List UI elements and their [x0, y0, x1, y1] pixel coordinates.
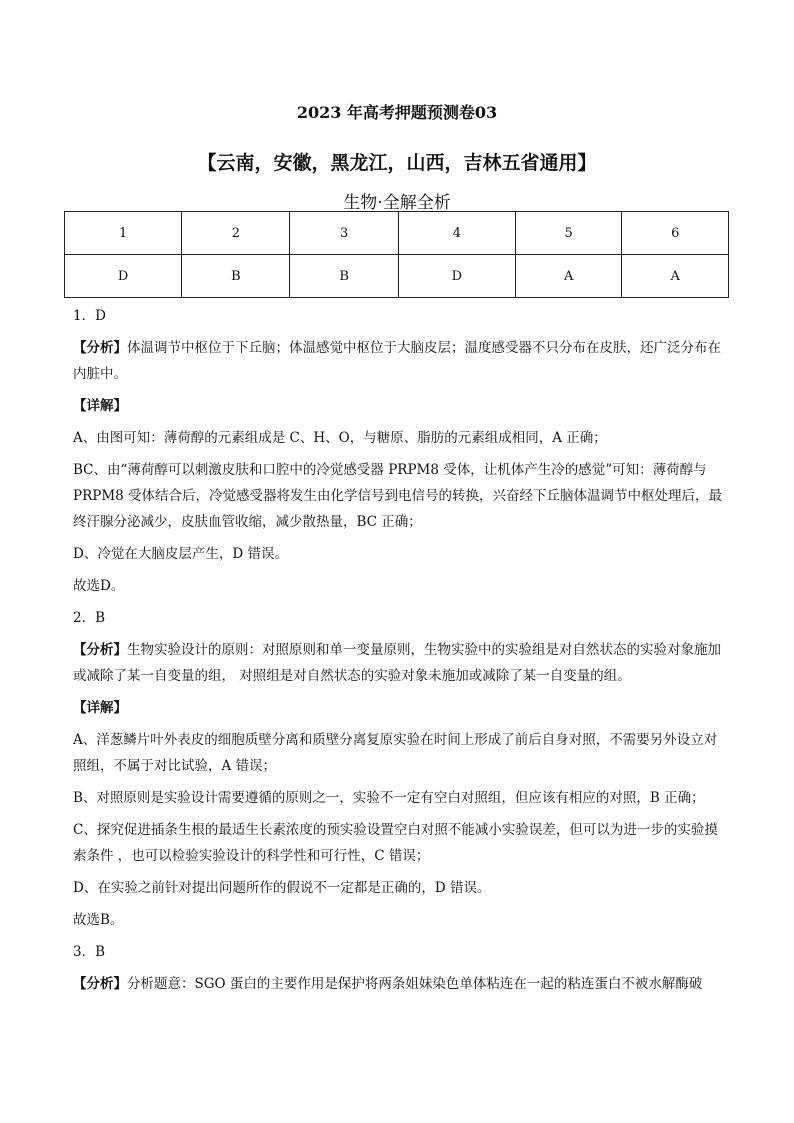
answer-table-number-row	[65, 212, 729, 255]
question-1-line: BC、由“薄荷醇可以刺激皮肤和口腔中的冷觉感受器 PRPM8 受体，让机体产生冷的感觉”可知：薄荷醇与 PRPM8 受体结合后，冷觉感受器将发生由化学信号到电信号的转换，兴奋经下丘脑体温调节中枢处理后，最终汗腺分泌减少，皮肤血管收缩，减少散热量，BC 正确；	[73, 462, 723, 530]
question-1-line: D、冷觉在大脑皮层产生，D 错误。	[73, 546, 288, 562]
answer-cell: A	[515, 255, 622, 298]
analysis-text: 体温调节中枢位于下丘脑；体温感觉中枢位于大脑皮层；温度感受器不只分布在皮肤，还广泛分布在内脏中。	[73, 340, 721, 382]
analysis-tag: 【分析】	[73, 976, 127, 992]
exam-subtitle: 【云南，安徽，黑龙江，山西，吉林五省通用】	[197, 152, 597, 174]
question-2-detail-tag: 【详解】	[73, 700, 127, 716]
question-2-analysis	[73, 637, 725, 689]
answer-table-answer-row	[65, 255, 729, 298]
solution-content	[73, 303, 725, 1003]
question-3-analysis	[73, 971, 725, 997]
question-1-detail-tag: 【详解】	[73, 398, 127, 414]
question-1-line: A、由图可知：薄荷醇的元素组成是 C、H、O，与糖原、脂肪的元素组成相同，A 正确；	[73, 430, 607, 446]
answer-cell: A	[622, 255, 729, 298]
question-number-cell: 4	[398, 212, 515, 255]
answer-table	[64, 211, 729, 298]
question-number-cell: 6	[622, 212, 729, 255]
question-3-heading: 3．B	[73, 944, 106, 960]
question-number-cell: 3	[290, 212, 398, 255]
analysis-tag: 【分析】	[73, 340, 127, 356]
question-1-conclusion: 故选D。	[73, 578, 125, 594]
question-2-line: C、探究促进插条生根的最适生长素浓度的预实验设置空白对照不能减小实验误差，但可以为进一步的实验摸索条件 ，也可以检验实验设计的科学性和可行性，C 错误；	[73, 822, 718, 864]
answer-cell: D	[65, 255, 182, 298]
analysis-text: 生物实验设计的原则：对照原则和单一变量原则，生物实验中的实验组是对自然状态的实验对象施加或减除了某一自变量的组， 对照组是对自然状态的实验对象未施加或减除了某一自变量的组。	[73, 642, 721, 684]
question-number-cell: 1	[65, 212, 182, 255]
question-number-cell: 2	[182, 212, 290, 255]
answer-cell: B	[182, 255, 290, 298]
answer-cell: D	[398, 255, 515, 298]
question-1-heading: 1．D	[73, 308, 106, 324]
analysis-text: 分析题意：SGO 蛋白的主要作用是保护将两条姐妹染色单体粘连在一起的粘连蛋白不被水解酶破	[127, 976, 703, 992]
question-2-line: D、在实验之前针对提出问题所作的假说不一定都是正确的，D 错误。	[73, 880, 491, 896]
analysis-tag: 【分析】	[73, 642, 127, 658]
question-2-line: B、对照原则是实验设计需要遵循的原则之一，实验不一定有空白对照组，但应该有相应的对照，B 正确；	[73, 790, 705, 806]
question-2-line: A、洋葱鳞片叶外表皮的细胞质壁分离和质壁分离复原实验在时间上形成了前后自身对照，不需要另外设立对照组，不属于对比试验，A 错误；	[73, 732, 718, 774]
question-2-conclusion: 故选B。	[73, 912, 124, 928]
question-number-cell: 5	[515, 212, 622, 255]
section-title: 生物·全解全析	[343, 193, 451, 213]
exam-title: 2023 年高考押题预测卷03	[296, 103, 498, 122]
question-1-analysis	[73, 335, 725, 387]
answer-cell: B	[290, 255, 398, 298]
question-2-heading: 2．B	[73, 610, 106, 626]
